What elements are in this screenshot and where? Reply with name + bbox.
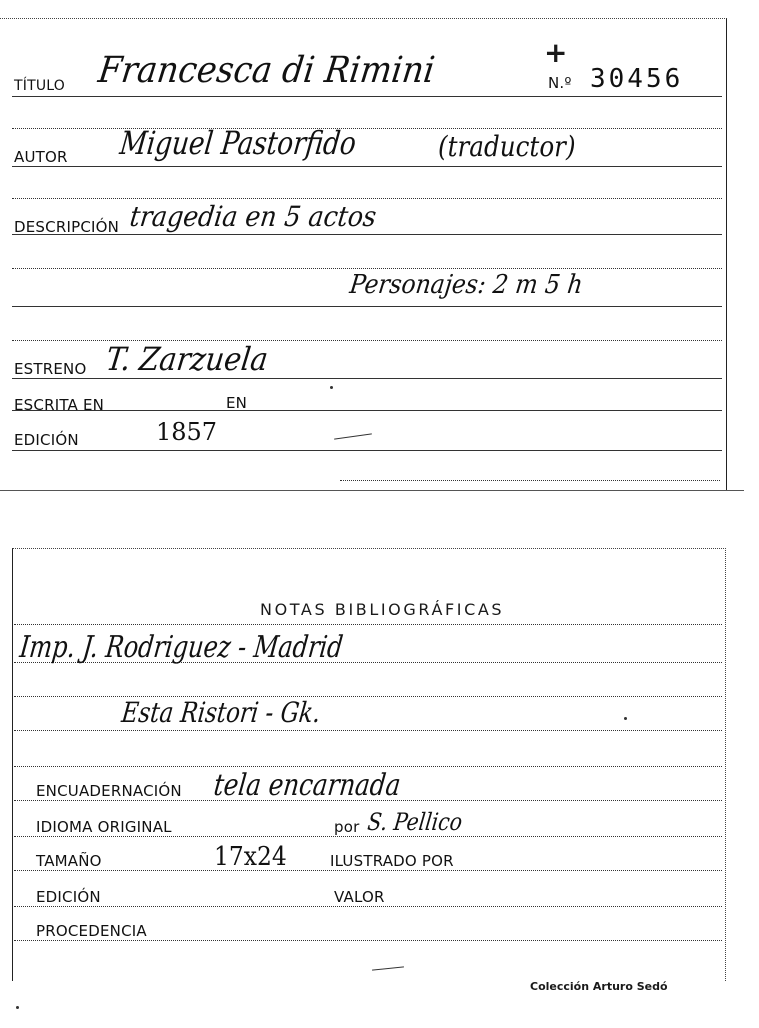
rule-escrita	[12, 410, 722, 411]
por-value: S. Pellico	[366, 808, 464, 836]
estreno-value: T. Zarzuela	[104, 340, 271, 378]
rule-dotted	[14, 870, 722, 871]
ink-speck	[624, 717, 627, 720]
titulo-label: TÍTULO	[14, 78, 65, 94]
autor-value: Miguel Pastorfido	[118, 124, 359, 162]
rule-dotted	[12, 198, 722, 199]
rule-dotted	[340, 480, 720, 481]
escrita-en-label: ESCRITA EN	[14, 396, 105, 414]
ink-speck	[330, 386, 333, 389]
titulo-value: Francesca di Rimini	[96, 50, 437, 91]
rule-titulo	[12, 96, 722, 97]
rule-dotted	[14, 730, 722, 731]
autor-label: AUTOR	[14, 148, 68, 166]
edicion-label-top: EDICIÓN	[14, 431, 79, 449]
note-line-1: Imp. J. Rodriguez - Madrid	[18, 630, 345, 665]
cross-mark: +	[544, 36, 568, 69]
tamano-value: 17x24	[214, 842, 287, 872]
tamano-label: TAMAÑO	[36, 852, 102, 870]
estreno-label: ESTRENO	[14, 360, 87, 378]
rule-dotted	[12, 268, 722, 269]
descripcion-label: DESCRIPCIÓN	[14, 218, 120, 236]
notas-heading: NOTAS BIBLIOGRÁFICAS	[260, 600, 505, 619]
rule-dotted	[14, 766, 722, 767]
autor-note: (traductor)	[438, 130, 576, 163]
ink-speck	[16, 1006, 19, 1009]
valor-label: VALOR	[334, 888, 385, 906]
ilustrado-por-label: ILUSTRADO POR	[330, 852, 454, 870]
rule-autor	[12, 166, 722, 167]
note-line-2: Esta Ristori - Gk.	[120, 696, 323, 729]
rule-estreno	[12, 378, 722, 379]
rule-dotted	[14, 940, 722, 941]
rule-dotted	[14, 696, 722, 697]
numero-value: 30456	[590, 64, 684, 94]
rule-dotted	[14, 836, 722, 837]
rule-dotted	[14, 906, 722, 907]
descripcion-extra: Personajes: 2 m 5 h	[348, 270, 585, 300]
encuadernacion-value: tela encarnada	[212, 768, 403, 803]
idioma-original-label: IDIOMA ORIGINAL	[36, 818, 172, 836]
collection-footer: Colección Arturo Sedó	[530, 980, 668, 993]
rule-extra	[12, 306, 722, 307]
encuadernacion-label: ENCUADERNACIÓN	[36, 782, 182, 800]
card-divider	[0, 490, 744, 491]
rule-edicion	[12, 450, 722, 451]
rule-dotted	[14, 624, 722, 625]
edicion-label-bottom: EDICIÓN	[36, 888, 101, 906]
edicion-value-top: 1857	[156, 418, 218, 446]
rule-dotted	[12, 128, 722, 129]
descripcion-value: tragedia en 5 actos	[128, 200, 379, 233]
en-label: EN	[226, 394, 248, 412]
procedencia-label: PROCEDENCIA	[36, 922, 147, 940]
por-label: por	[334, 818, 360, 836]
numero-label: N.º	[548, 74, 572, 92]
